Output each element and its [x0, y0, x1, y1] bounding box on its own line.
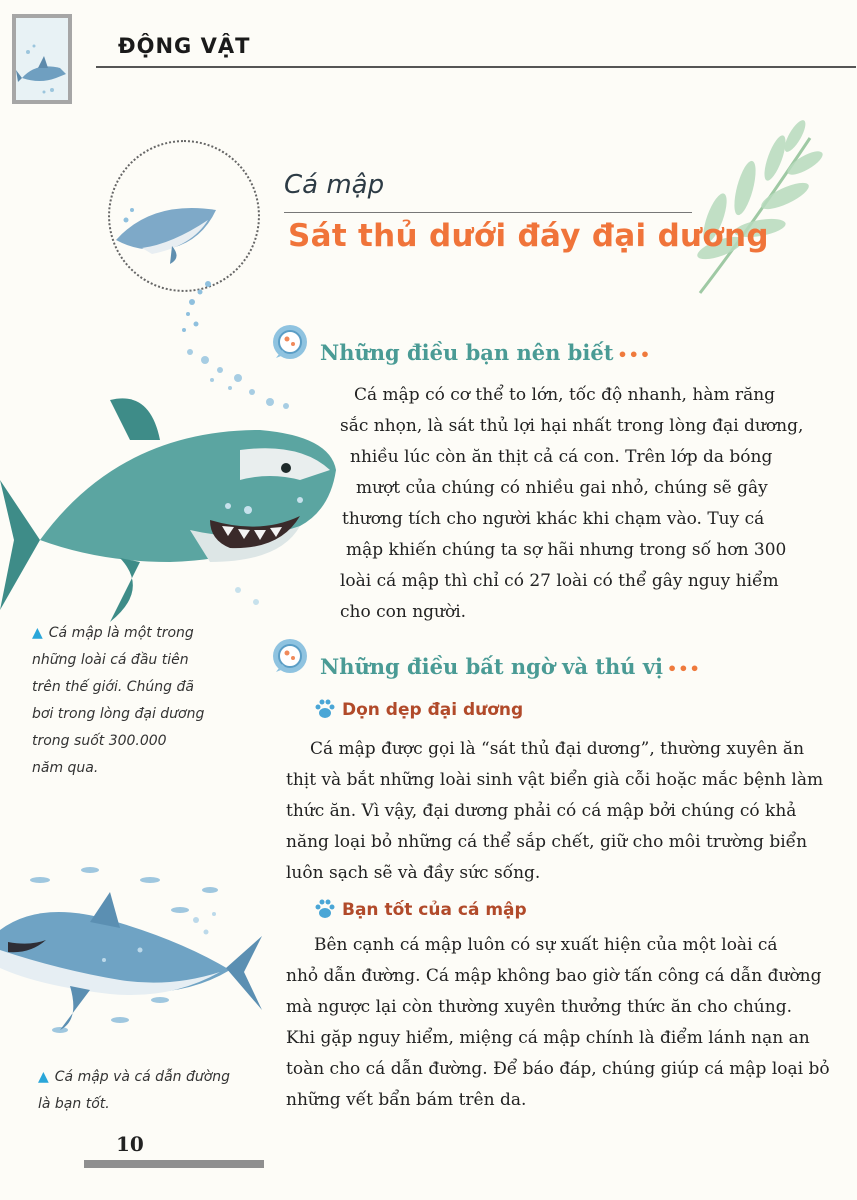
paragraph-line: Cá mập được gọi là “sát thủ đại dương”, thường xuyên ăn — [310, 739, 805, 759]
paragraph-line: mập khiến chúng ta sợ hãi nhưng trong số hơn 300 — [346, 540, 787, 560]
paragraph-line: Khi gặp nguy hiểm, miệng cá mập chính là điểm lánh nạn an — [286, 1028, 810, 1048]
caption-line: năm qua. — [32, 760, 99, 776]
paragraph-line: nhiều lúc còn ăn thịt cả cá con. Trên lớp da bóng — [350, 447, 773, 467]
paragraph-line: sắc nhọn, là sát thủ lợi hại nhất trong lòng đại dương, — [340, 416, 804, 436]
paragraph-line: thịt và bắt những loài sinh vật biển già cỗi hoặc mắc bệnh làm — [286, 770, 824, 790]
caption-line: trong suốt 300.000 — [32, 733, 167, 749]
paragraph-line: Cá mập có cơ thể to lớn, tốc độ nhanh, hàm răng — [354, 385, 776, 405]
paragraph-line: thương tích cho người khác khi chạm vào. Tuy cá — [342, 509, 765, 529]
section1-paragraph — [340, 380, 803, 628]
caption-line: Cá mập là một trong — [48, 625, 194, 641]
caption-marker-icon: ▲ — [38, 1069, 49, 1085]
paragraph-line: nhỏ dẫn đường. Cá mập không bao giờ tấn công cá dẫn đường — [286, 966, 822, 986]
shark-with-pilot-fish-illustration — [0, 850, 265, 1055]
paragraph-line: mượt của chúng có nhiều gai nhỏ, chúng sẽ gây — [356, 478, 768, 498]
paw-icon — [314, 698, 336, 720]
subheading-shark-good-friend: Bạn tốt của cá mập — [342, 900, 527, 920]
shark-illustration — [0, 330, 345, 630]
leaf-branch-icon — [680, 118, 830, 298]
caption-line: những loài cá đầu tiên — [32, 652, 189, 668]
section-heading-surprises — [320, 654, 701, 679]
paragraph-line: mà ngược lại còn thường xuyên thưởng thức ăn cho chúng. — [286, 997, 792, 1017]
heading-dots: ••• — [667, 659, 701, 678]
paragraph-line: năng loại bỏ những cá thể sắp chết, giữ cho môi trường biển — [286, 832, 808, 852]
paragraph-line: toàn cho cá dẫn đường. Để báo đáp, chúng giúp cá mập loại bỏ — [286, 1059, 830, 1079]
paragraph-line: luôn sạch sẽ và đầy sức sống. — [286, 863, 541, 883]
caption-line: trên thế giới. Chúng đã — [32, 679, 194, 695]
paw-icon — [314, 898, 336, 920]
sub2-paragraph — [286, 930, 830, 1116]
shark-thumbnail-icon — [16, 18, 68, 100]
page-number-bar — [84, 1160, 264, 1168]
article-title: Sát thủ dưới đáy đại dương — [288, 218, 769, 254]
section-heading-text: Những điều bất ngờ và thú vị — [320, 654, 664, 679]
search-bubble-icon — [268, 636, 310, 678]
paragraph-line: những vết bẩn bám trên da. — [286, 1090, 527, 1110]
paragraph-line: cho con người. — [340, 602, 467, 622]
page-number: 10 — [116, 1132, 144, 1156]
caption-line: Cá mập và cá dẫn đường — [54, 1069, 231, 1085]
subheading-ocean-cleaning: Dọn dẹp đại dương — [342, 700, 524, 720]
paragraph-line: Bên cạnh cá mập luôn có sự xuất hiện của một loài cá — [314, 935, 778, 955]
title-divider — [284, 212, 692, 213]
section-heading-text: Những điều bạn nên biết — [320, 340, 614, 365]
search-bubble-icon — [268, 322, 310, 364]
heading-dots: ••• — [617, 345, 652, 364]
caption-shark-pilot-fish — [38, 1064, 230, 1118]
section-header-title: ĐỘNG VẬT — [118, 34, 251, 58]
caption-line: là bạn tốt. — [38, 1096, 110, 1112]
caption-shark-history — [32, 620, 204, 782]
chapter-thumbnail — [12, 14, 72, 104]
paragraph-line: thức ăn. Vì vậy, đại dương phải có cá mập bởi chúng có khả — [286, 801, 797, 821]
article-subtitle: Cá mập — [284, 170, 385, 200]
header-divider — [96, 66, 856, 68]
caption-marker-icon: ▲ — [32, 625, 43, 641]
section-heading-things-to-know — [320, 340, 651, 365]
caption-line: bơi trong lòng đại dương — [32, 706, 205, 722]
sub1-paragraph — [286, 734, 823, 889]
small-shark-illustration — [112, 180, 222, 340]
paragraph-line: loài cá mập thì chỉ có 27 loài có thể gây nguy hiểm — [340, 571, 779, 591]
